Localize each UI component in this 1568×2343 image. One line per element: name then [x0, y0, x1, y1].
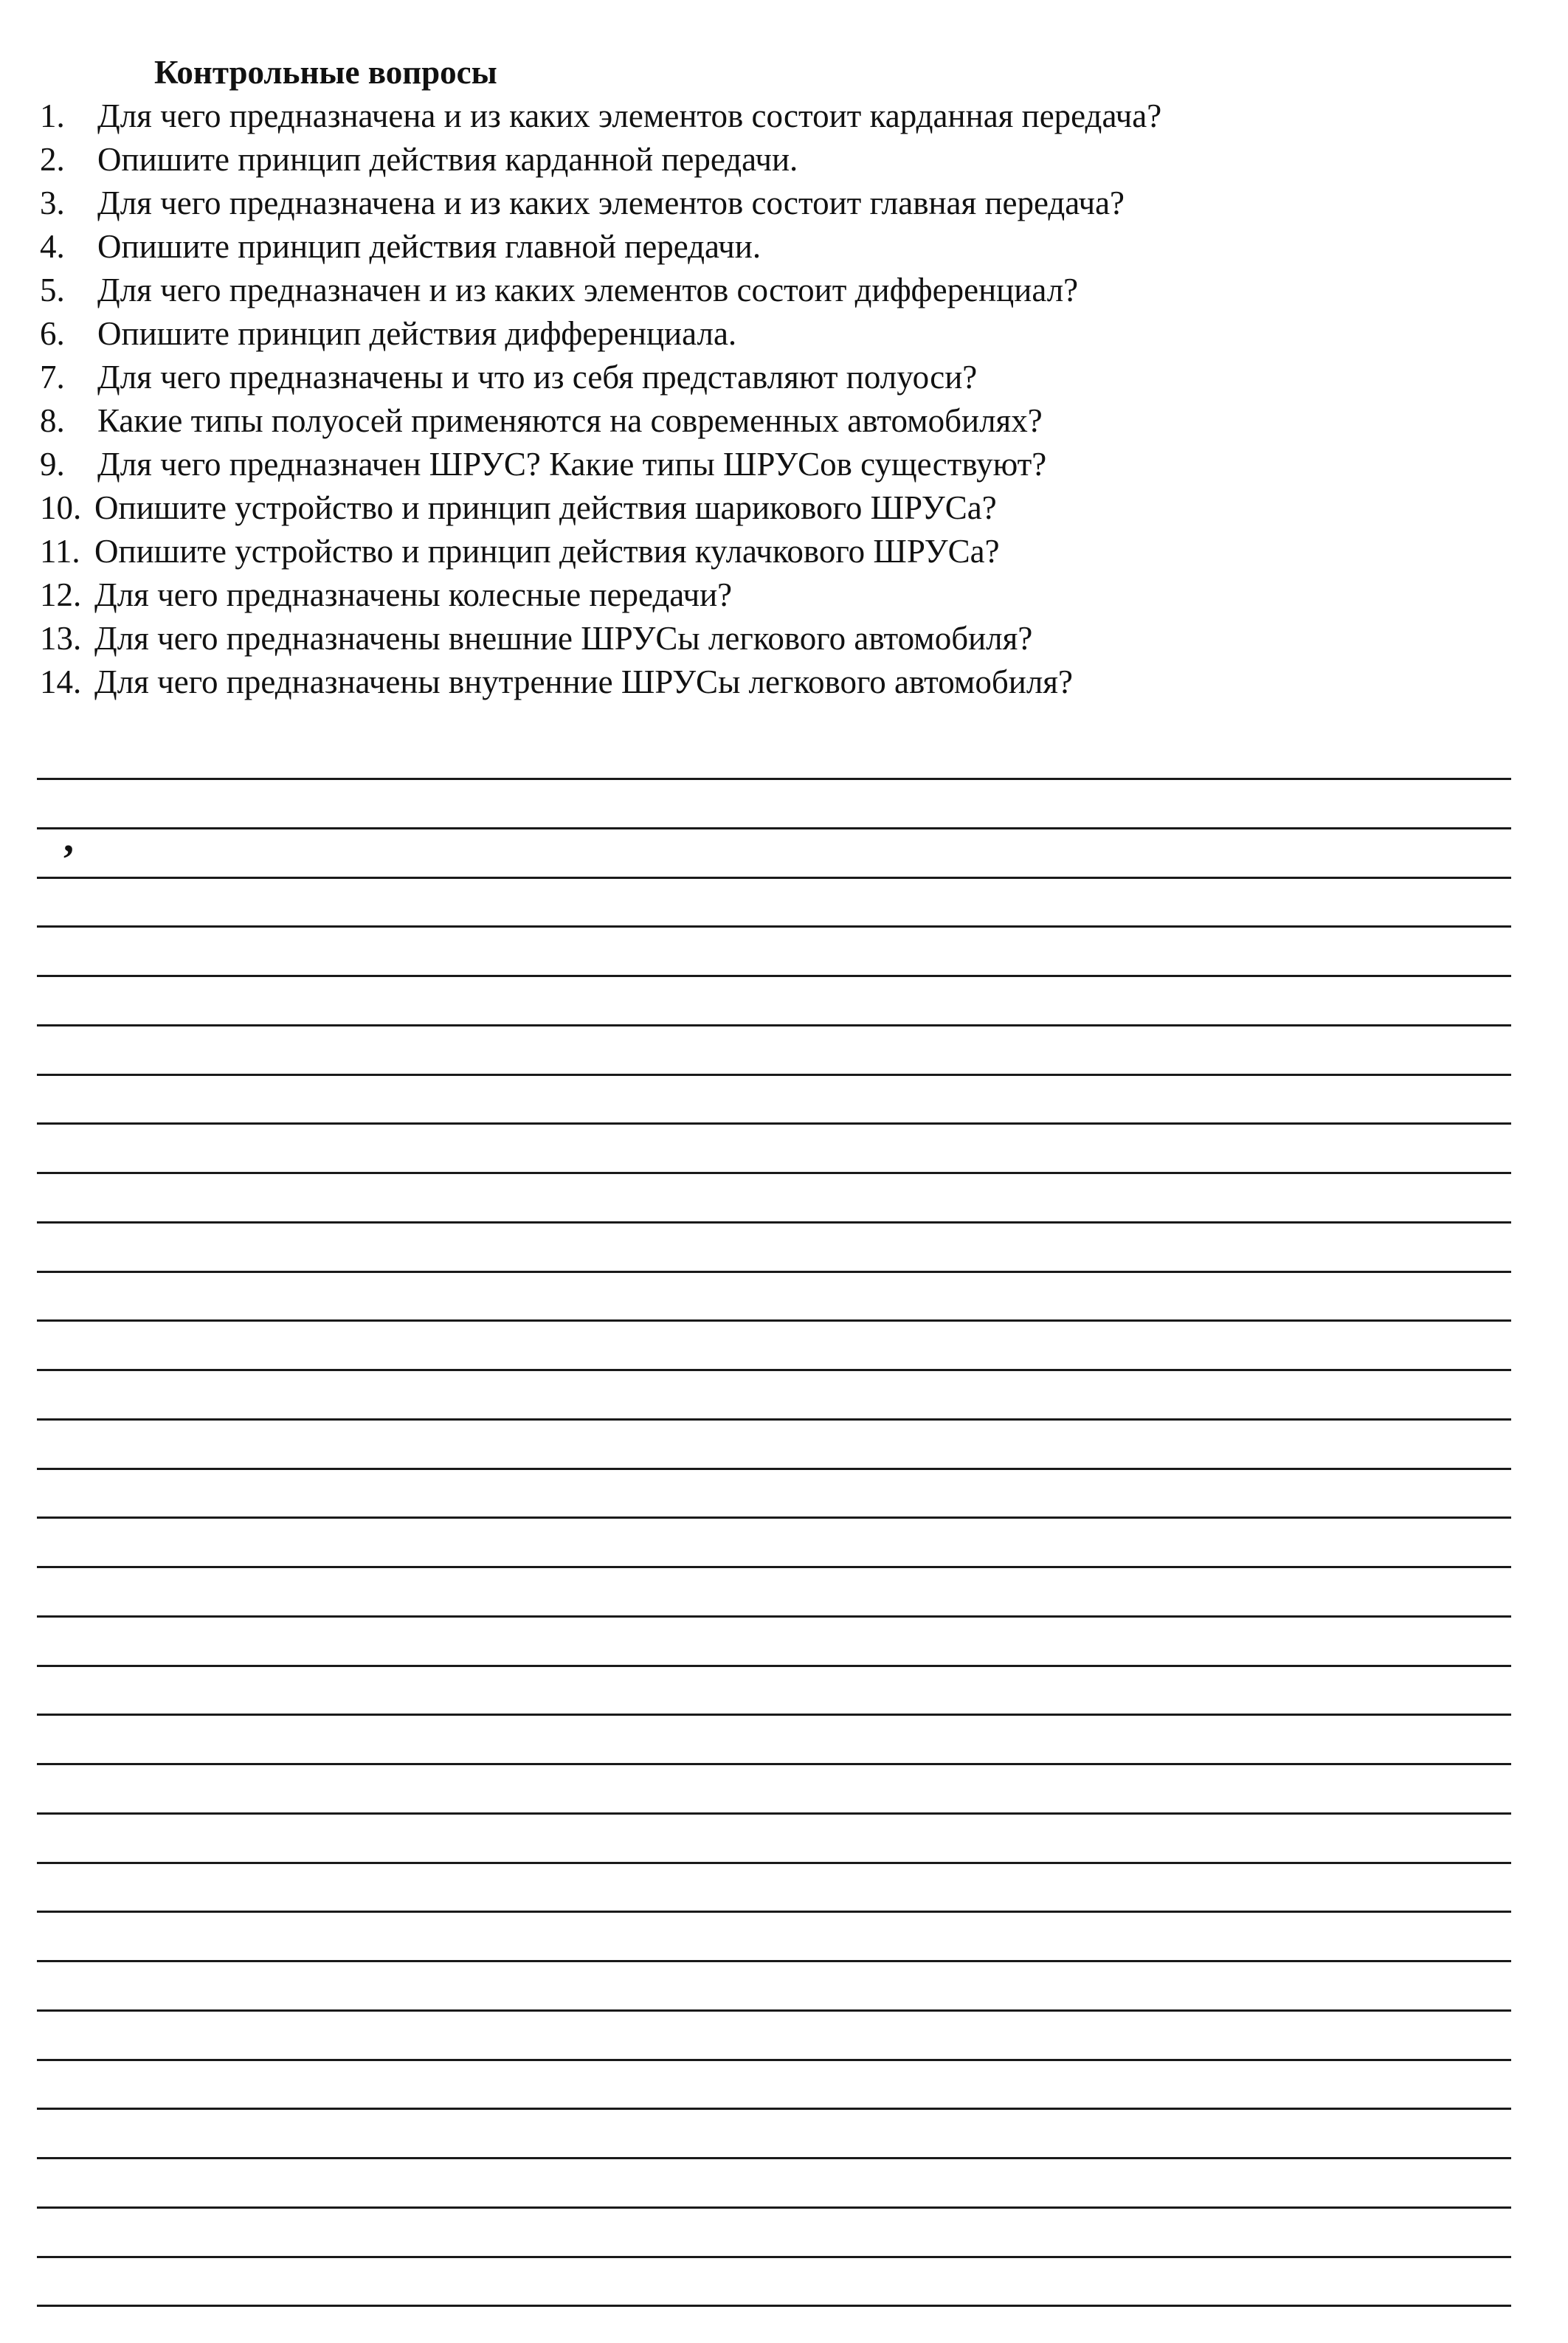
- question-number: 12.: [40, 576, 82, 613]
- answer-mark: ,: [63, 815, 74, 861]
- question-number: 5.: [40, 272, 65, 308]
- answer-line: [37, 1714, 1511, 1716]
- question-text: Опишите принцип действия дифференциала.: [97, 315, 737, 352]
- answer-line: [37, 2108, 1511, 2110]
- answer-line: [37, 1911, 1511, 1913]
- answer-line: [37, 1566, 1511, 1568]
- answer-line: [37, 1516, 1511, 1519]
- answer-line: [37, 1024, 1511, 1026]
- question-number: 13.: [40, 620, 82, 657]
- question-text: Для чего предназначены внутренние ШРУСы легкового автомобиля?: [94, 663, 1073, 700]
- answer-line: [37, 1221, 1511, 1224]
- page-title: Контрольные вопросы: [154, 54, 497, 91]
- question-text: Опишите принцип действия карданной передачи.: [97, 141, 798, 178]
- question-number: 6.: [40, 315, 65, 352]
- answer-line: [37, 2206, 1511, 2209]
- question-text: Какие типы полуосей применяются на современных автомобилях?: [97, 402, 1043, 439]
- answer-line: [37, 2157, 1511, 2159]
- question-text: Опишите принцип действия главной передачи.: [97, 228, 761, 265]
- question-text: Для чего предназначена и из каких элементов состоит карданная передача?: [97, 97, 1162, 134]
- answer-line: [37, 778, 1511, 780]
- answer-line: [37, 2256, 1511, 2258]
- question-number: 9.: [40, 446, 65, 483]
- answer-line: [37, 827, 1511, 829]
- answer-line: [37, 1763, 1511, 1765]
- answer-line: [37, 877, 1511, 879]
- answer-line: [37, 1615, 1511, 1618]
- answer-line: [37, 1960, 1511, 1962]
- answer-line: [37, 1271, 1511, 1273]
- question-number: 8.: [40, 402, 65, 439]
- answer-line: [37, 1418, 1511, 1421]
- question-text: Для чего предназначены колесные передачи?: [94, 576, 733, 613]
- question-number: 4.: [40, 228, 65, 265]
- answer-line: [37, 975, 1511, 977]
- answer-line: [37, 1074, 1511, 1076]
- question-number: 14.: [40, 663, 82, 700]
- answer-line: [37, 1468, 1511, 1470]
- answer-lines: [37, 0, 1511, 2343]
- answer-line: [37, 1369, 1511, 1371]
- question-number: 1.: [40, 97, 65, 134]
- question-text: Для чего предназначен ШРУС? Какие типы ШРУСов существуют?: [97, 446, 1047, 483]
- question-text: Для чего предназначена и из каких элементов состоит главная передача?: [97, 184, 1125, 221]
- question-number: 10.: [40, 489, 82, 526]
- question-number: 7.: [40, 359, 65, 396]
- answer-line: [37, 1172, 1511, 1174]
- question-number: 11.: [40, 533, 80, 570]
- answer-line: [37, 1812, 1511, 1815]
- question-text: Для чего предназначен и из каких элементов состоит дифференциал?: [97, 272, 1079, 308]
- question-number: 2.: [40, 141, 65, 178]
- answer-line: [37, 1122, 1511, 1125]
- question-number: 3.: [40, 184, 65, 221]
- question-text: Опишите устройство и принцип действия шарикового ШРУСа?: [94, 489, 997, 526]
- question-text: Для чего предназначены и что из себя представляют полуоси?: [97, 359, 978, 396]
- answer-line: [37, 1665, 1511, 1667]
- answer-line: [37, 2009, 1511, 2012]
- answer-line: [37, 1862, 1511, 1864]
- answer-line: [37, 1319, 1511, 1322]
- question-text: Для чего предназначены внешние ШРУСы легкового автомобиля?: [94, 620, 1033, 657]
- question-text: Опишите устройство и принцип действия кулачкового ШРУСа?: [94, 533, 1000, 570]
- answer-line: [37, 2059, 1511, 2061]
- answer-line: [37, 2305, 1511, 2307]
- answer-line: [37, 925, 1511, 928]
